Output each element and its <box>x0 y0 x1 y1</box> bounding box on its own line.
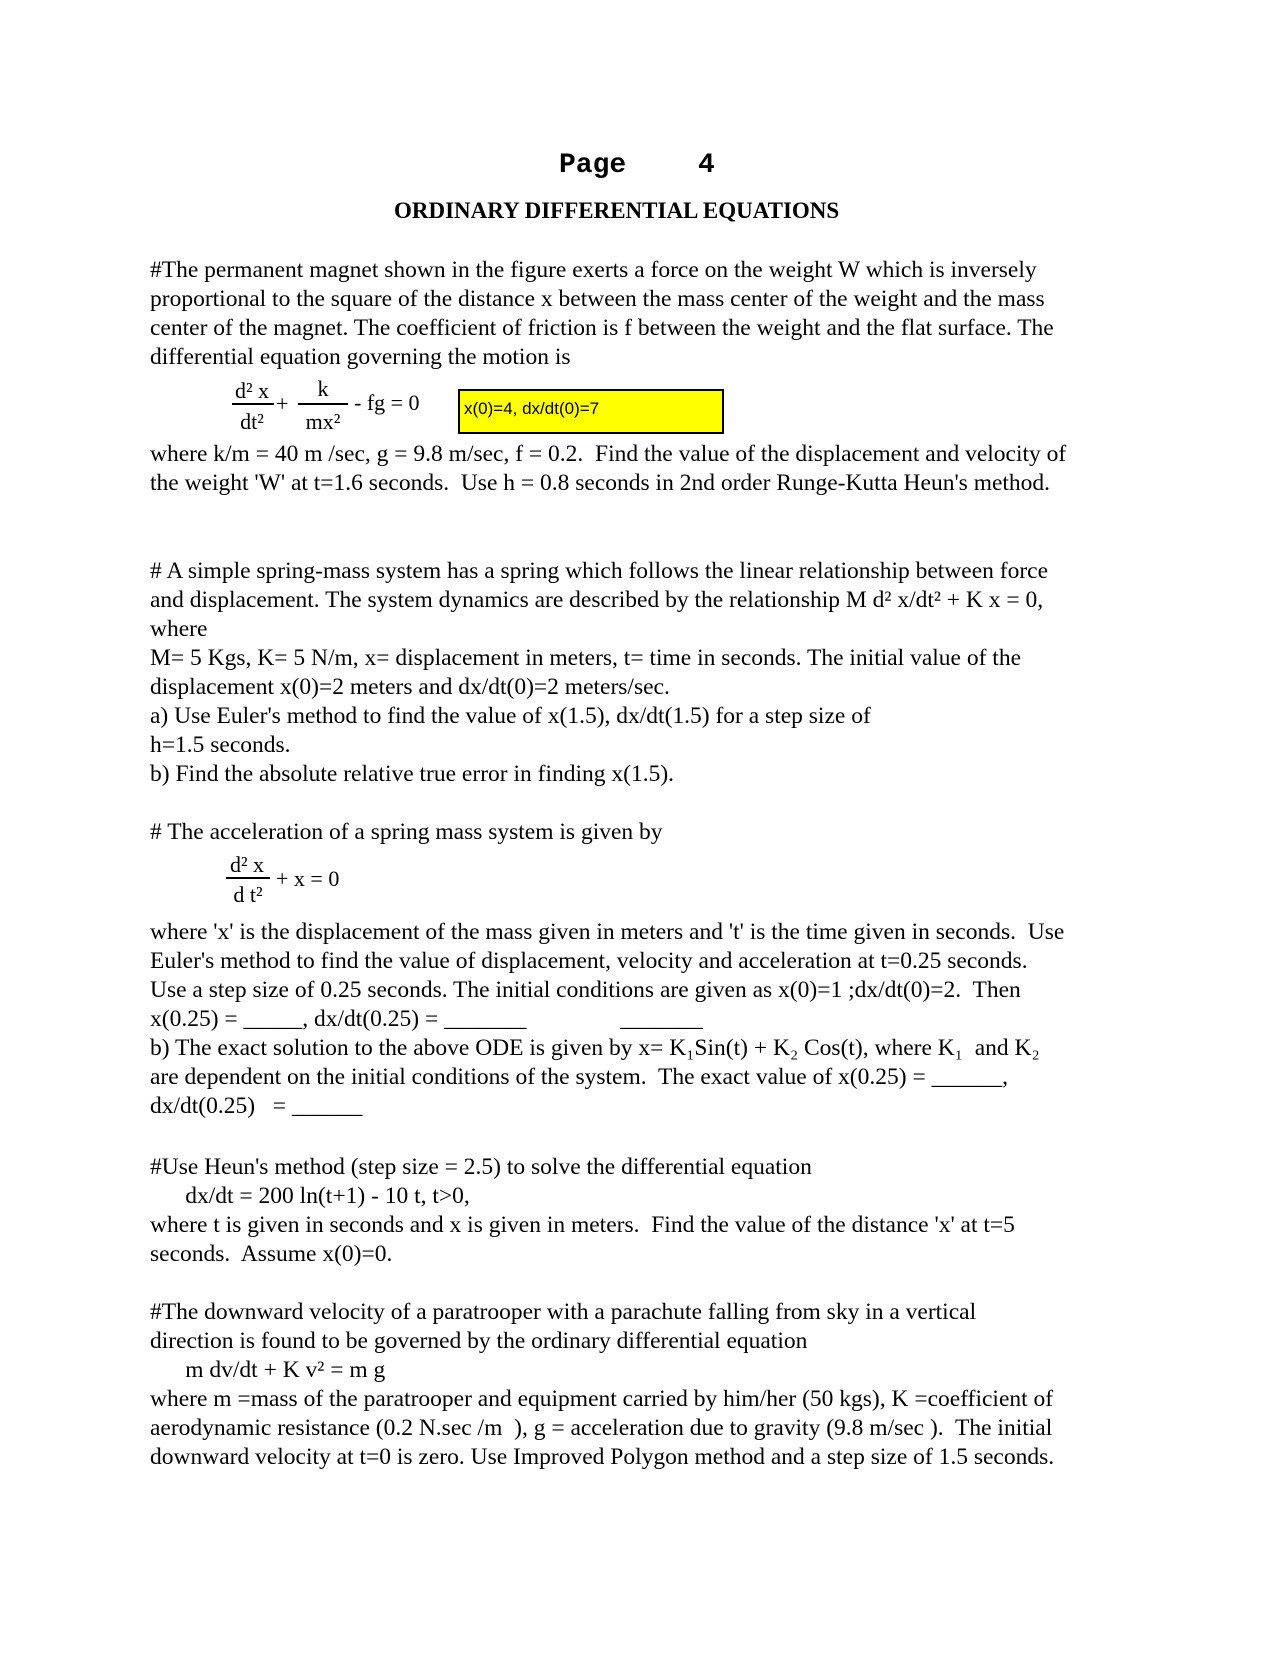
problem-1-line: #The permanent magnet shown in the figure exerts a force on the weight W which is inversely <box>150 257 1037 283</box>
problem-3-line: are dependent on the initial conditions of the system. The exact value of x(0.25) = ______, <box>150 1064 1008 1090</box>
problem-3-line: dx/dt(0.25) = ______ <box>150 1093 363 1119</box>
problem-5-line: m dv/dt + K v² = m g <box>150 1357 386 1383</box>
problem-4-line: where t is given in seconds and x is given in meters. Find the value of the distance 'x' at t=5 <box>150 1212 1015 1238</box>
problem-1-line: the weight 'W' at t=1.6 seconds. Use h = 0.8 seconds in 2nd order Runge-Kutta Heun's method. <box>150 470 1051 496</box>
problem-2-line: displacement x(0)=2 meters and dx/dt(0)=2 meters/sec. <box>150 674 670 700</box>
problem-1-line: where k/m = 40 m /sec, g = 9.8 m/sec, f = 0.2. Find the value of the displacement and velocity of <box>150 441 1067 467</box>
problem-4-line: dx/dt = 200 ln(t+1) - 10 t, t>0, <box>150 1183 470 1209</box>
problem-2-line: a) Use Euler's method to find the value of x(1.5), dx/dt(1.5) for a step size of <box>150 703 871 729</box>
equation-1-denominator-2: mx² <box>305 409 341 434</box>
fraction-bar <box>226 877 270 879</box>
problem-2-line: M= 5 Kgs, K= 5 N/m, x= displacement in meters, t= time in seconds. The initial value of the <box>150 645 1022 671</box>
problem-5-line: direction is found to be governed by the ordinary differential equation <box>150 1328 808 1354</box>
equation-1-denominator: dt² <box>240 409 264 434</box>
problem-1-line: proportional to the square of the distance x between the mass center of the weight and the mass <box>150 286 1045 312</box>
page-label: Page <box>559 150 627 181</box>
problem-2-line: h=1.5 seconds. <box>150 732 291 758</box>
problem-3-line: Euler's method to find the value of displacement, velocity and acceleration at t=0.25 seconds. <box>150 948 1028 974</box>
problem-5-line: #The downward velocity of a paratrooper with a parachute falling from sky in a vertical <box>150 1299 977 1325</box>
problem-1-line: center of the magnet. The coefficient of friction is f between the weight and the flat surface. The <box>150 315 1054 341</box>
problem-5-line: aerodynamic resistance (0.2 N.sec /m ), g = acceleration due to gravity (9.8 m/sec ). The initial <box>150 1415 1053 1441</box>
fraction-bar <box>232 403 274 405</box>
fraction-bar <box>298 403 348 405</box>
equation-2-rest: + x = 0 <box>276 866 340 891</box>
problem-2-line: b) Find the absolute relative true error in finding x(1.5). <box>150 761 675 787</box>
problem-3-line: b) The exact solution to the above ODE is given by x= K₁Sin(t) + K₂ Cos(t), where K₁ and K₂ <box>150 1035 1040 1061</box>
problem-2-line: where <box>150 616 208 642</box>
problem-5-line: downward velocity at t=0 is zero. Use Improved Polygon method and a step size of 1.5 seconds. <box>150 1444 1055 1470</box>
problem-3-intro: # The acceleration of a spring mass system is given by <box>150 819 663 845</box>
equation-2-denominator: d t² <box>233 882 263 907</box>
problem-5-line: where m =mass of the paratrooper and equipment carried by him/her (50 kgs), K =coefficient of <box>150 1386 1054 1412</box>
problem-3-line: Use a step size of 0.25 seconds. The initial conditions are given as x(0)=1 ;dx/dt(0)=2. Then <box>150 977 1021 1003</box>
problem-3-line: x(0.25) = _____, dx/dt(0.25) = _______ _______ <box>150 1006 703 1032</box>
page-title: ORDINARY DIFFERENTIAL EQUATIONS <box>394 198 840 223</box>
equation-2-numerator: d² x <box>229 852 265 877</box>
equation-1-plus: + <box>276 391 289 416</box>
problem-4-line: seconds. Assume x(0)=0. <box>150 1241 393 1267</box>
equation-1-numerator: d² x <box>234 378 270 403</box>
problem-4-line: #Use Heun's method (step size = 2.5) to solve the differential equation <box>150 1154 812 1180</box>
initial-conditions-highlight: x(0)=4, dx/dt(0)=7 <box>458 389 724 434</box>
equation-1-numerator-2: k <box>317 376 329 401</box>
equation-1-rest: - fg = 0 <box>354 390 420 415</box>
problem-2-line: # A simple spring-mass system has a spring which follows the linear relationship between force <box>150 558 1049 584</box>
problem-3-line: where 'x' is the displacement of the mass given in meters and 't' is the time given in seconds. Use <box>150 919 1065 945</box>
page-number: 4 <box>698 150 715 181</box>
problem-2-line: and displacement. The system dynamics are described by the relationship M d² x/dt² + K x = 0, <box>150 587 1044 613</box>
problem-1-line: differential equation governing the motion is <box>150 344 571 370</box>
